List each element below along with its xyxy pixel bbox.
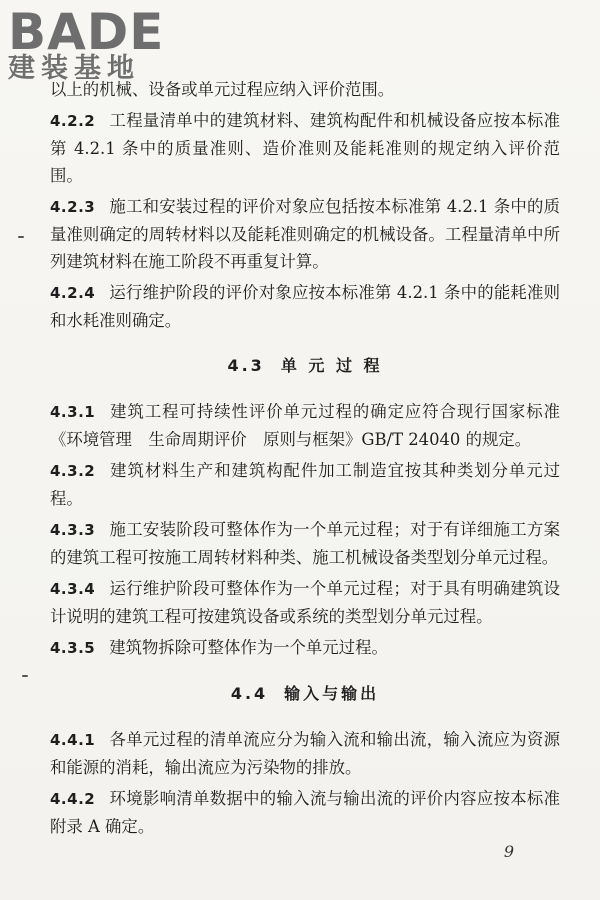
clause-number: 4.3.5 bbox=[50, 639, 96, 657]
document-body bbox=[50, 76, 560, 844]
clause-number: 4.3.2 bbox=[50, 462, 96, 480]
logo-wordmark: BADE bbox=[8, 3, 165, 61]
clause-4-3-1 bbox=[50, 398, 560, 453]
section-title: 单 元 过 程 bbox=[280, 356, 383, 375]
page-number: 9 bbox=[503, 842, 514, 861]
section-number: 4.4 bbox=[230, 684, 269, 703]
clause-4-2-3 bbox=[50, 193, 560, 275]
clause-4-4-1 bbox=[50, 726, 560, 781]
clause-4-4-2 bbox=[50, 785, 560, 840]
clause-4-3-3 bbox=[50, 516, 560, 571]
scan-speck bbox=[18, 236, 24, 238]
clause-4-2-4 bbox=[50, 279, 560, 334]
clause-number: 4.2.4 bbox=[50, 284, 96, 302]
clause-number: 4.2.3 bbox=[50, 198, 96, 216]
clause-text: 各单元过程的清单流应分为输入流和输出流，输入流应为资源和能源的消耗，输出流应为污染物的排放。 bbox=[50, 730, 560, 777]
clause-number: 4.3.1 bbox=[50, 403, 96, 421]
clause-text: 工程量清单中的建筑材料、建筑构配件和机械设备应按本标准第 4.2.1 条中的质量准则、造价准则及能耗准则的规定纳入评价范围。 bbox=[50, 111, 560, 185]
clause-number: 4.3.3 bbox=[50, 521, 96, 539]
clause-4-2-2 bbox=[50, 107, 560, 189]
section-heading-4-3 bbox=[50, 354, 560, 378]
section-number: 4.3 bbox=[227, 356, 265, 375]
clause-text: 施工安装阶段可整体作为一个单元过程；对于有详细施工方案的建筑工程可按施工周转材料种类、施工机械设备类型划分单元过程。 bbox=[50, 520, 560, 567]
bade-logo-watermark bbox=[6, 4, 176, 84]
paragraph-text: 以上的机械、设备或单元过程应纳入评价范围。 bbox=[50, 80, 395, 99]
paragraph-continuation bbox=[50, 76, 560, 103]
clause-text: 运行维护阶段可整体作为一个单元过程；对于具有明确建筑设计说明的建筑工程可按建筑设备或系统的类型划分单元过程。 bbox=[50, 579, 560, 626]
clause-text: 建筑材料生产和建筑构配件加工制造宜按其种类划分单元过程。 bbox=[50, 461, 560, 508]
clause-number: 4.3.4 bbox=[50, 580, 96, 598]
scan-speck bbox=[22, 675, 28, 677]
clause-number: 4.4.1 bbox=[50, 731, 96, 749]
clause-text: 建筑物拆除可整体作为一个单元过程。 bbox=[109, 638, 388, 657]
logo-subtitle: 建装基地 bbox=[8, 53, 140, 84]
clause-text: 运行维护阶段的评价对象应按本标准第 4.2.1 条中的能耗准则和水耗准则确定。 bbox=[50, 283, 560, 330]
section-heading-4-4 bbox=[50, 682, 560, 706]
clause-number: 4.2.2 bbox=[50, 112, 96, 130]
clause-text: 环境影响清单数据中的输入流与输出流的评价内容应按本标准附录 A 确定。 bbox=[50, 789, 560, 836]
clause-text: 建筑工程可持续性评价单元过程的确定应符合现行国家标准《环境管理 生命周期评价 原则与框架》GB/T 24040 的规定。 bbox=[50, 402, 560, 449]
clause-text: 施工和安装过程的评价对象应包括按本标准第 4.2.1 条中的质量准则确定的周转材料以及能耗准则确定的机械设备。工程量清单中所列建筑材料在施工阶段不再重复计算。 bbox=[50, 197, 560, 271]
clause-number: 4.4.2 bbox=[50, 790, 96, 808]
clause-4-3-5 bbox=[50, 634, 560, 662]
clause-4-3-4 bbox=[50, 575, 560, 630]
section-title: 输入与输出 bbox=[284, 684, 380, 703]
clause-4-3-2 bbox=[50, 457, 560, 512]
